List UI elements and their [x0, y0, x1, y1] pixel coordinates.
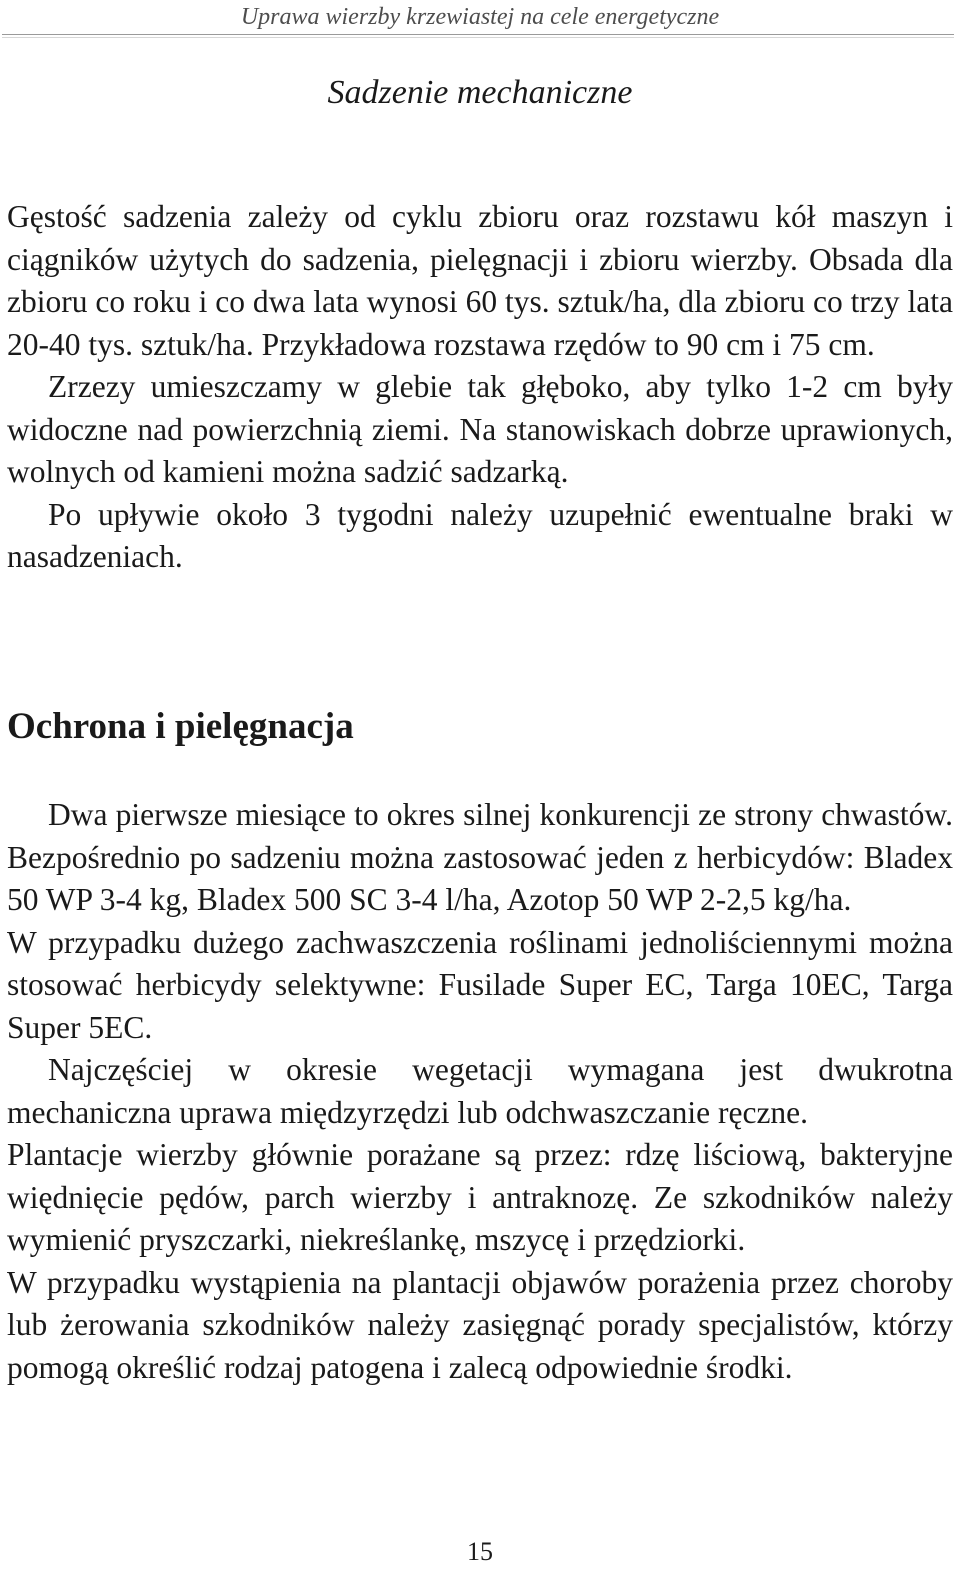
subsection-body: [7, 196, 953, 579]
page-number: 15: [467, 1537, 493, 1566]
paragraph-cutting-depth: Zrzezy umieszczamy w glebie tak głęboko, aby tylko 1-2 cm były widoczne nad powierzchnią ziemi. Na stanowiskach dobrze uprawionych, wolnych od kamieni można sadzić sadzarką.: [7, 369, 953, 489]
section-body: [7, 794, 953, 1389]
section-heading: Ochrona i pielęgnacja: [7, 706, 354, 747]
paragraph-specialist-advice: W przypadku wystąpienia na plantacji objawów porażenia przez choroby lub żerowania szkodników należy zasięgnąć porady specjalistów, którzy pomogą określić rodzaj patogena i zalecą odpowiednie środki.: [7, 1264, 953, 1385]
subsection-title: Sadzenie mechaniczne: [327, 74, 633, 111]
paragraph-planting-density: Gęstość sadzenia zależy od cyklu zbioru oraz rozstawu kół maszyn i ciągników użytych do sadzenia, pielęgnacji i zbioru wierzby. Obsada dla zbioru co roku i co dwa lata wynosi 60 tys. sztuk/ha, dla zbioru co trzy lata 20-40 tys. sztuk/ha. Przykładowa rozstawa rzędów to 90 cm i 75 cm.: [7, 199, 953, 362]
paragraph-weed-competition: Dwa pierwsze miesiące to okres silnej konkurencji ze strony chwastów. Bezpośrednio po sadzeniu można zastosować jeden z herbicydów: Bladex 50 WP 3-4 kg, Bladex 500 SC 3-4 l/ha, Azotop 50 WP 2-2,5 kg/ha.: [7, 797, 953, 917]
header-divider: [2, 34, 954, 35]
running-header: Uprawa wierzby krzewiastej na cele energetyczne: [240, 4, 720, 30]
paragraph-selective-herbicides: W przypadku dużego zachwaszczenia roślinami jednoliściennymi można stosować herbicydy selektywne: Fusilade Super EC, Targa 10EC, Targa Super 5EC.: [7, 924, 953, 1045]
header-divider-secondary: [2, 37, 954, 38]
paragraph-diseases-pests: Plantacje wierzby głównie porażane są przez: rdzę liściową, bakteryjne więdnięcie pędów, parch wierzby i antraknozę. Ze szkodników należy wymienić pryszczarki, niekreślankę, mszycę i przędziorki.: [7, 1137, 953, 1257]
paragraph-replanting: Po upływie około 3 tygodni należy uzupełnić ewentualne braki w nasadzeniach.: [7, 496, 953, 574]
paragraph-mechanical-cultivation: Najczęściej w okresie wegetacji wymagana jest dwukrotna mechaniczna uprawa międzyrzędzi lub odchwaszczanie ręczne.: [7, 1052, 953, 1130]
